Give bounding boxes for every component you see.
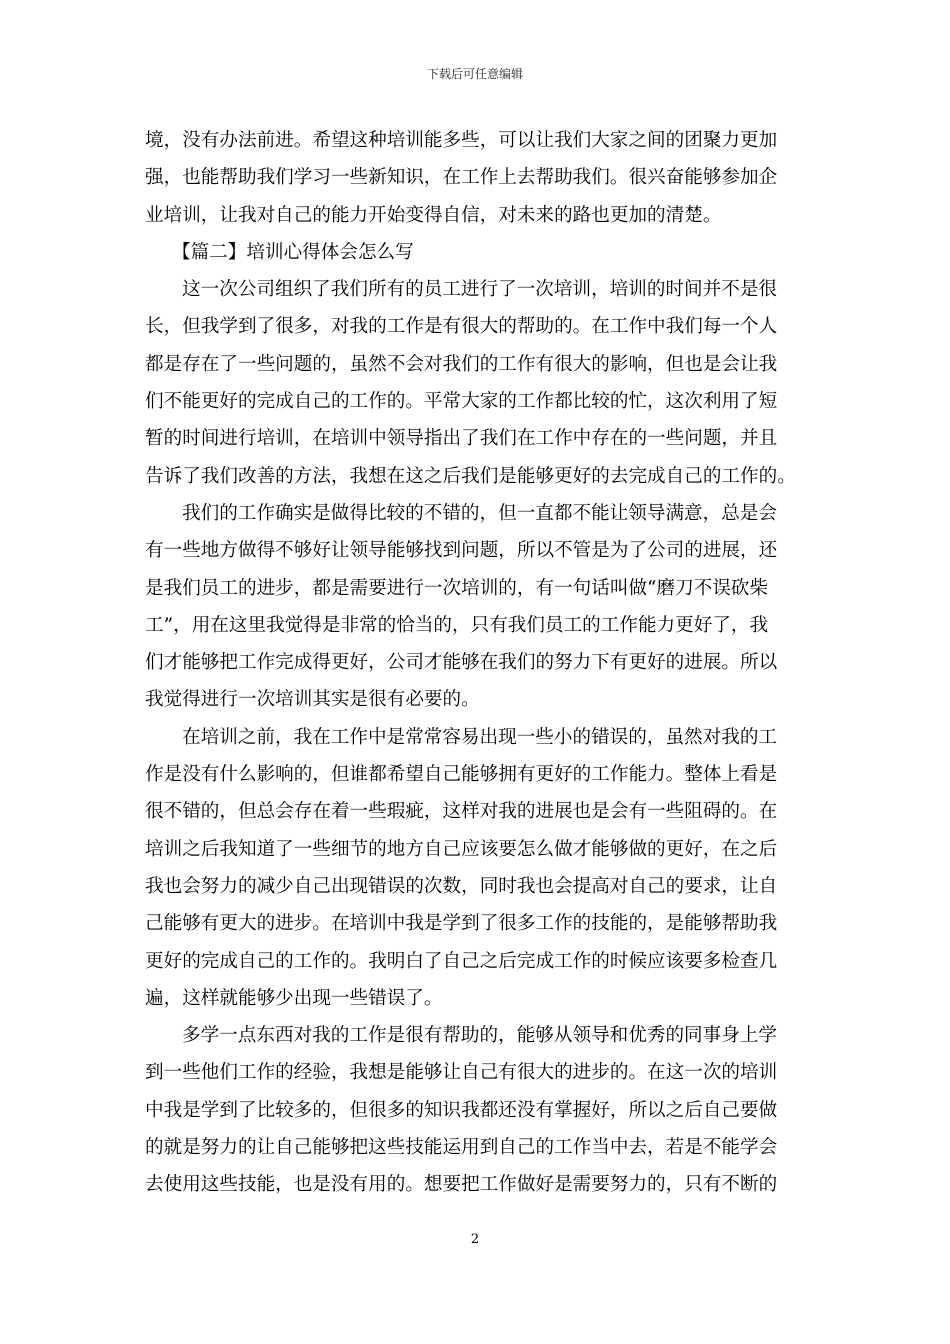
text-line: 中我是学到了比较多的，但很多的知识我都还没有掌握好，所以之后自己要做 [145,1099,778,1121]
section-heading: 【篇二】培训心得体会怎么写 [172,241,414,263]
text-line: 强，也能帮助我们学习一些新知识，在工作上去帮助我们。很兴奋能够参加企 [145,167,778,189]
text-line: 长，但我学到了很多，对我的工作是有很大的帮助的。在工作中我们每一个人 [145,316,778,338]
text-line: 作是没有什么影响的，但谁都希望自己能够拥有更好的工作能力。整体上看是 [145,764,778,786]
page-number: 2 [470,1232,480,1247]
paragraph-first-line: 多学一点东西对我的工作是很有帮助的，能够从领导和优秀的同事身上学 [182,1025,778,1047]
text-line: 我觉得进行一次培训其实是很有必要的。 [145,689,480,711]
text-line: 去使用这些技能，也是没有用的。想要把工作做好是需要努力的，只有不断的 [145,1174,778,1196]
text-line: 我也会努力的减少自己出现错误的次数，同时我也会提高对自己的要求，让自 [145,875,778,897]
text-line: 境，没有办法前进。希望这种培训能多些，可以让我们大家之间的团聚力更加 [145,130,778,151]
paragraph-first-line: 在培训之前，我在工作中是常常容易出现一些小的错误的，虽然对我的工 [182,726,778,748]
text-line: 很不错的，但总会存在着一些瑕疵，这样对我的进展也是会有一些阻碍的。在 [145,801,778,823]
document-body [145,122,807,1204]
text-line: 都是存在了一些问题的，虽然不会对我们的工作有很大的影响，但也是会让我 [145,353,778,375]
text-line: 告诉了我们改善的方法，我想在这之后我们是能够更好的去完成自己的工作的。 [145,465,796,487]
text-line: 工”，用在这里我觉得是非常的恰当的，只有我们员工的工作能力更好了，我 [145,614,769,636]
text-line: 们不能更好的完成自己的工作的。平常大家的工作都比较的忙，这次利用了短 [145,391,778,413]
text-line: 己能够有更大的进步。在培训中我是学到了很多工作的技能的，是能够帮助我 [145,913,778,935]
text-line: 更好的完成自己的工作的。我明白了自己之后完成工作的时候应该要多检查几 [145,950,778,972]
text-line: 是我们员工的进步，都是需要进行一次培训的，有一句话叫做“磨刀不误砍柴 [145,577,769,599]
text-line: 业培训，让我对自己的能力开始变得自信，对未来的路也更加的清楚。 [145,204,722,226]
paragraph-first-line: 我们的工作确实是做得比较的不错的，但一直都不能让领导满意，总是会 [182,502,778,524]
text-line: 到一些他们工作的经验，我想是能够让自己有很大的进步的。在这一次的培训 [145,1062,778,1084]
text-line: 有一些地方做得不够好让领导能够找到问题，所以不管是为了公司的进展，还 [145,540,778,562]
page-header: 下载后可任意编辑 [426,67,523,81]
text-line: 暂的时间进行培训，在培训中领导指出了我们在工作中存在的一些问题，并且 [145,428,778,450]
paragraph-first-line: 这一次公司组织了我们所有的员工进行了一次培训，培训的时间并不是很 [182,279,778,301]
text-line: 遍，这样就能够少出现一些错误了。 [145,987,443,1009]
text-line: 培训之后我知道了一些细节的地方自己应该要怎么做才能够做的更好，在之后 [145,838,778,860]
text-line: 的就是努力的让自己能够把这些技能运用到自己的工作当中去，若是不能学会 [145,1137,778,1159]
text-line: 们才能够把工作完成得更好，公司才能够在我们的努力下有更好的进展。所以 [145,652,778,674]
